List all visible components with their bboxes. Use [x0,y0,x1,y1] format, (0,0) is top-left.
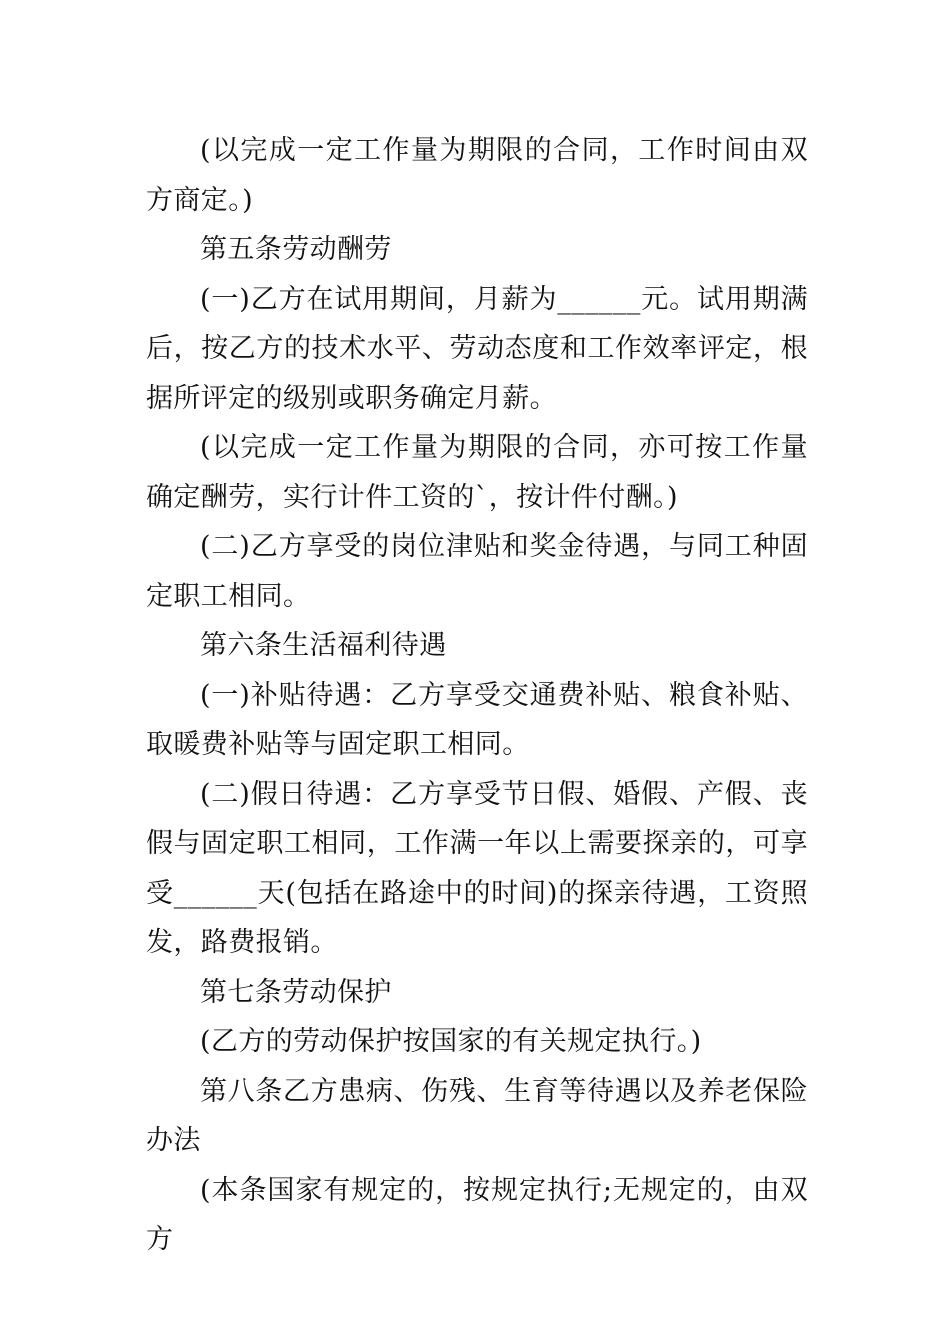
paragraph-note-work-time: (以完成一定工作量为期限的合同，工作时间由双方商定。) [146,135,808,216]
paragraph-allowance-bonus: (二)乙方享受的岗位津贴和奖金待遇，与同工种固定职工相同。 [146,531,808,612]
paragraph-subsidies: (一)补贴待遇：乙方享受交通费补贴、粮食补贴、取暖费补贴等与固定职工相同。 [146,679,808,760]
heading-article-5: 第五条劳动酬劳 [200,234,392,265]
paragraph-holidays: (二)假日待遇：乙方享受节日假、婚假、产假、丧假与固定职工相同，工作满一年以上需要探亲的，可享受______天(包括在路途中的时间)的探亲待遇，工资照发，路费报销。 [146,778,808,958]
heading-article-6: 第六条生活福利待遇 [200,630,447,661]
paragraph-labor-protection: (乙方的劳动保护按国家的有关规定执行。) [200,1026,702,1057]
heading-article-8: 第八条乙方患病、伤残、生育等待遇以及养老保险办法 [146,1075,808,1156]
paragraph-article-8-note: (本条国家有规定的，按规定执行;无规定的，由双方 [146,1174,808,1255]
paragraph-probation-salary: (一)乙方在试用期间，月薪为______元。试用期满后，按乙方的技术水平、劳动态度和工作效率评定，根据所评定的级别或职务确定月薪。 [146,283,808,414]
paragraph-note-piecework: (以完成一定工作量为期限的合同，亦可按工作量确定酬劳，实行计件工资的`，按计件付酬。) [146,432,808,513]
heading-article-7: 第七条劳动保护 [200,976,392,1008]
document-body [146,126,808,1265]
